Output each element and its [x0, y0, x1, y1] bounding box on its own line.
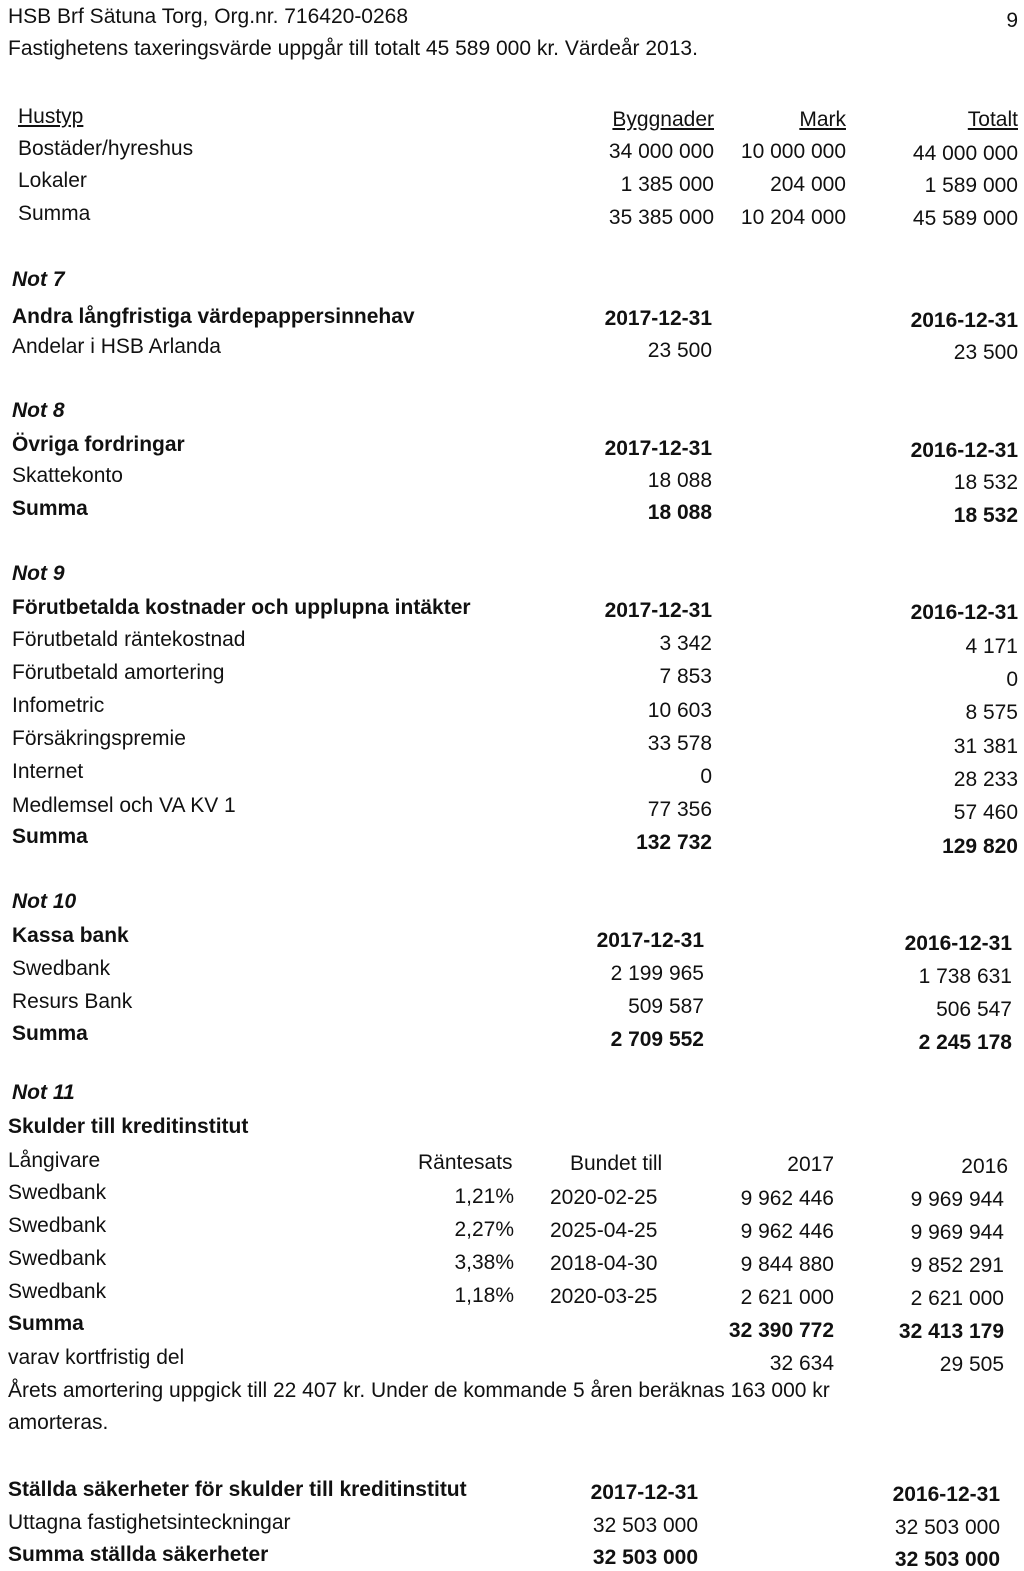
row-2016: 57 460	[953, 801, 1018, 824]
row-2016: 8 575	[965, 701, 1018, 724]
row-totalt: 1 589 000	[924, 174, 1018, 197]
row-2016: 23 500	[953, 341, 1018, 364]
short-term-label: varav kortfristig del	[8, 1346, 185, 1369]
sum-label: Summa	[8, 1312, 84, 1335]
col-2017: 2017-12-31	[590, 1481, 698, 1504]
row-2017: 3 342	[659, 632, 712, 655]
row-2016: 2 621 000	[910, 1287, 1004, 1310]
row-label: Internet	[12, 760, 84, 783]
row-label: Andelar i HSB Arlanda	[12, 335, 221, 358]
row-totalt: 45 589 000	[912, 207, 1018, 230]
row-2017: 23 500	[647, 339, 712, 362]
row-2017: 509 587	[628, 995, 704, 1018]
note-heading: Not 8	[12, 399, 65, 422]
row-label: Skattekonto	[12, 464, 123, 487]
y2016-header: 2016	[961, 1155, 1008, 1178]
note-title: Förutbetalda kostnader och upplupna intäkter	[12, 596, 471, 619]
row-2017: 2 199 965	[610, 962, 704, 985]
row-label: Swedbank	[8, 1181, 107, 1204]
amortization-text: Årets amortering uppgick till 22 407 kr. Under de kommande 5 åren beräknas 163 000 kr	[8, 1379, 830, 1402]
row-2016: 9 969 944	[910, 1188, 1004, 1211]
row-2017: 0	[700, 765, 712, 788]
sum-label: Summa	[12, 1022, 88, 1045]
byggnader-header: Byggnader	[612, 108, 714, 131]
row-2017: 10 603	[647, 699, 712, 722]
row-2016: 18 532	[953, 471, 1018, 494]
note-title: Kassa bank	[12, 924, 129, 947]
rantesats-header: Räntesats	[418, 1151, 513, 1174]
row-mark: 10 204 000	[740, 206, 846, 229]
amortization-text-cont: amorteras.	[8, 1411, 109, 1434]
short-term-2016: 29 505	[939, 1353, 1004, 1376]
row-2016: 0	[1006, 668, 1018, 691]
row-bound: 2018-04-30	[550, 1252, 658, 1275]
row-label: Förutbetald amortering	[12, 661, 225, 684]
row-2017: 9 962 446	[740, 1220, 834, 1243]
row-label: Förutbetald räntekostnad	[12, 628, 246, 651]
row-label: Infometric	[12, 694, 105, 717]
col-2016: 2016-12-31	[904, 932, 1012, 955]
hustyp-header: Hustyp	[18, 105, 84, 128]
sum-label: Summa ställda säkerheter	[8, 1543, 269, 1566]
totalt-header: Totalt	[967, 108, 1018, 131]
row-totalt: 44 000 000	[912, 142, 1018, 165]
row-2016: 4 171	[965, 635, 1018, 658]
sum-2016: 32 413 179	[898, 1320, 1004, 1343]
row-bound: 2020-03-25	[550, 1285, 658, 1308]
row-rate: 3,38%	[454, 1251, 514, 1274]
sum-label: Summa	[12, 825, 88, 848]
row-label: Uttagna fastighetsinteckningar	[8, 1511, 291, 1534]
sum-2017: 32 503 000	[592, 1546, 698, 1569]
sum-2017: 32 390 772	[728, 1319, 834, 1342]
sum-2016: 129 820	[942, 835, 1018, 858]
row-2016: 31 381	[953, 735, 1018, 758]
row-label: Försäkringspremie	[12, 727, 186, 750]
sum-2016: 2 245 178	[918, 1031, 1012, 1054]
note-title: Andra långfristiga värdepappersinnehav	[12, 305, 415, 328]
row-2017: 18 088	[647, 469, 712, 492]
row-rate: 2,27%	[454, 1218, 514, 1241]
row-label: Medlemsel och VA KV 1	[12, 794, 236, 817]
row-2016: 506 547	[936, 998, 1012, 1021]
row-byggnader: 1 385 000	[620, 173, 714, 196]
bundet-header: Bundet till	[570, 1152, 663, 1175]
sum-2017: 2 709 552	[610, 1028, 704, 1051]
col-2017: 2017-12-31	[604, 599, 712, 622]
tax-value-line: Fastighetens taxeringsvärde uppgår till totalt 45 589 000 kr. Värdeår 2013.	[8, 37, 698, 60]
row-byggnader: 34 000 000	[608, 140, 714, 163]
row-2017: 77 356	[647, 798, 712, 821]
row-rate: 1,21%	[454, 1185, 514, 1208]
short-term-2017: 32 634	[769, 1352, 834, 1375]
row-mark: 10 000 000	[740, 140, 846, 163]
row-2016: 1 738 631	[918, 965, 1012, 988]
note-heading: Not 9	[12, 562, 65, 585]
y2017-header: 2017	[787, 1153, 834, 1176]
row-label: Bostäder/hyreshus	[18, 137, 194, 160]
sum-2017: 18 088	[647, 501, 712, 524]
row-rate: 1,18%	[454, 1284, 514, 1307]
row-2017: 2 621 000	[740, 1286, 834, 1309]
row-bound: 2020-02-25	[550, 1186, 658, 1209]
row-2016: 9 852 291	[910, 1254, 1004, 1277]
row-label: Lokaler	[18, 169, 87, 192]
row-bound: 2025-04-25	[550, 1219, 658, 1242]
col-2016: 2016-12-31	[910, 601, 1018, 624]
sum-2016: 18 532	[953, 504, 1018, 527]
langivare-header: Långivare	[8, 1149, 101, 1172]
row-label: Swedbank	[12, 957, 111, 980]
col-2017: 2017-12-31	[596, 929, 704, 952]
row-2017: 33 578	[647, 732, 712, 755]
col-2017: 2017-12-31	[604, 307, 712, 330]
note-heading: Not 10	[12, 890, 77, 913]
sum-2016: 32 503 000	[894, 1548, 1000, 1571]
pledges-title: Ställda säkerheter för skulder till kreditinstitut	[8, 1478, 467, 1501]
col-2016: 2016-12-31	[910, 309, 1018, 332]
note-heading: Not 7	[12, 268, 65, 291]
row-2017: 9 844 880	[740, 1253, 834, 1276]
row-label: Swedbank	[8, 1247, 107, 1270]
row-label: Swedbank	[8, 1214, 107, 1237]
row-2016: 9 969 944	[910, 1221, 1004, 1244]
col-2016: 2016-12-31	[910, 439, 1018, 462]
row-2016: 28 233	[953, 768, 1018, 791]
sum-label: Summa	[12, 497, 88, 520]
row-2017: 7 853	[659, 665, 712, 688]
row-label: Summa	[18, 202, 91, 225]
row-label: Swedbank	[8, 1280, 107, 1303]
page-number: 9	[1006, 9, 1018, 32]
row-byggnader: 35 385 000	[608, 206, 714, 229]
note-title: Skulder till kreditinstitut	[8, 1115, 249, 1138]
row-2017: 32 503 000	[592, 1514, 698, 1537]
sum-2017: 132 732	[636, 831, 712, 854]
col-2016: 2016-12-31	[892, 1483, 1000, 1506]
org-line: HSB Brf Sätuna Torg, Org.nr. 716420-0268	[8, 5, 409, 28]
col-2017: 2017-12-31	[604, 437, 712, 460]
note-heading: Not 11	[12, 1081, 75, 1104]
mark-header: Mark	[799, 108, 846, 131]
row-mark: 204 000	[770, 173, 846, 196]
row-label: Resurs Bank	[12, 990, 133, 1013]
row-2017: 9 962 446	[740, 1187, 834, 1210]
note-title: Övriga fordringar	[12, 433, 185, 456]
row-2016: 32 503 000	[894, 1516, 1000, 1539]
